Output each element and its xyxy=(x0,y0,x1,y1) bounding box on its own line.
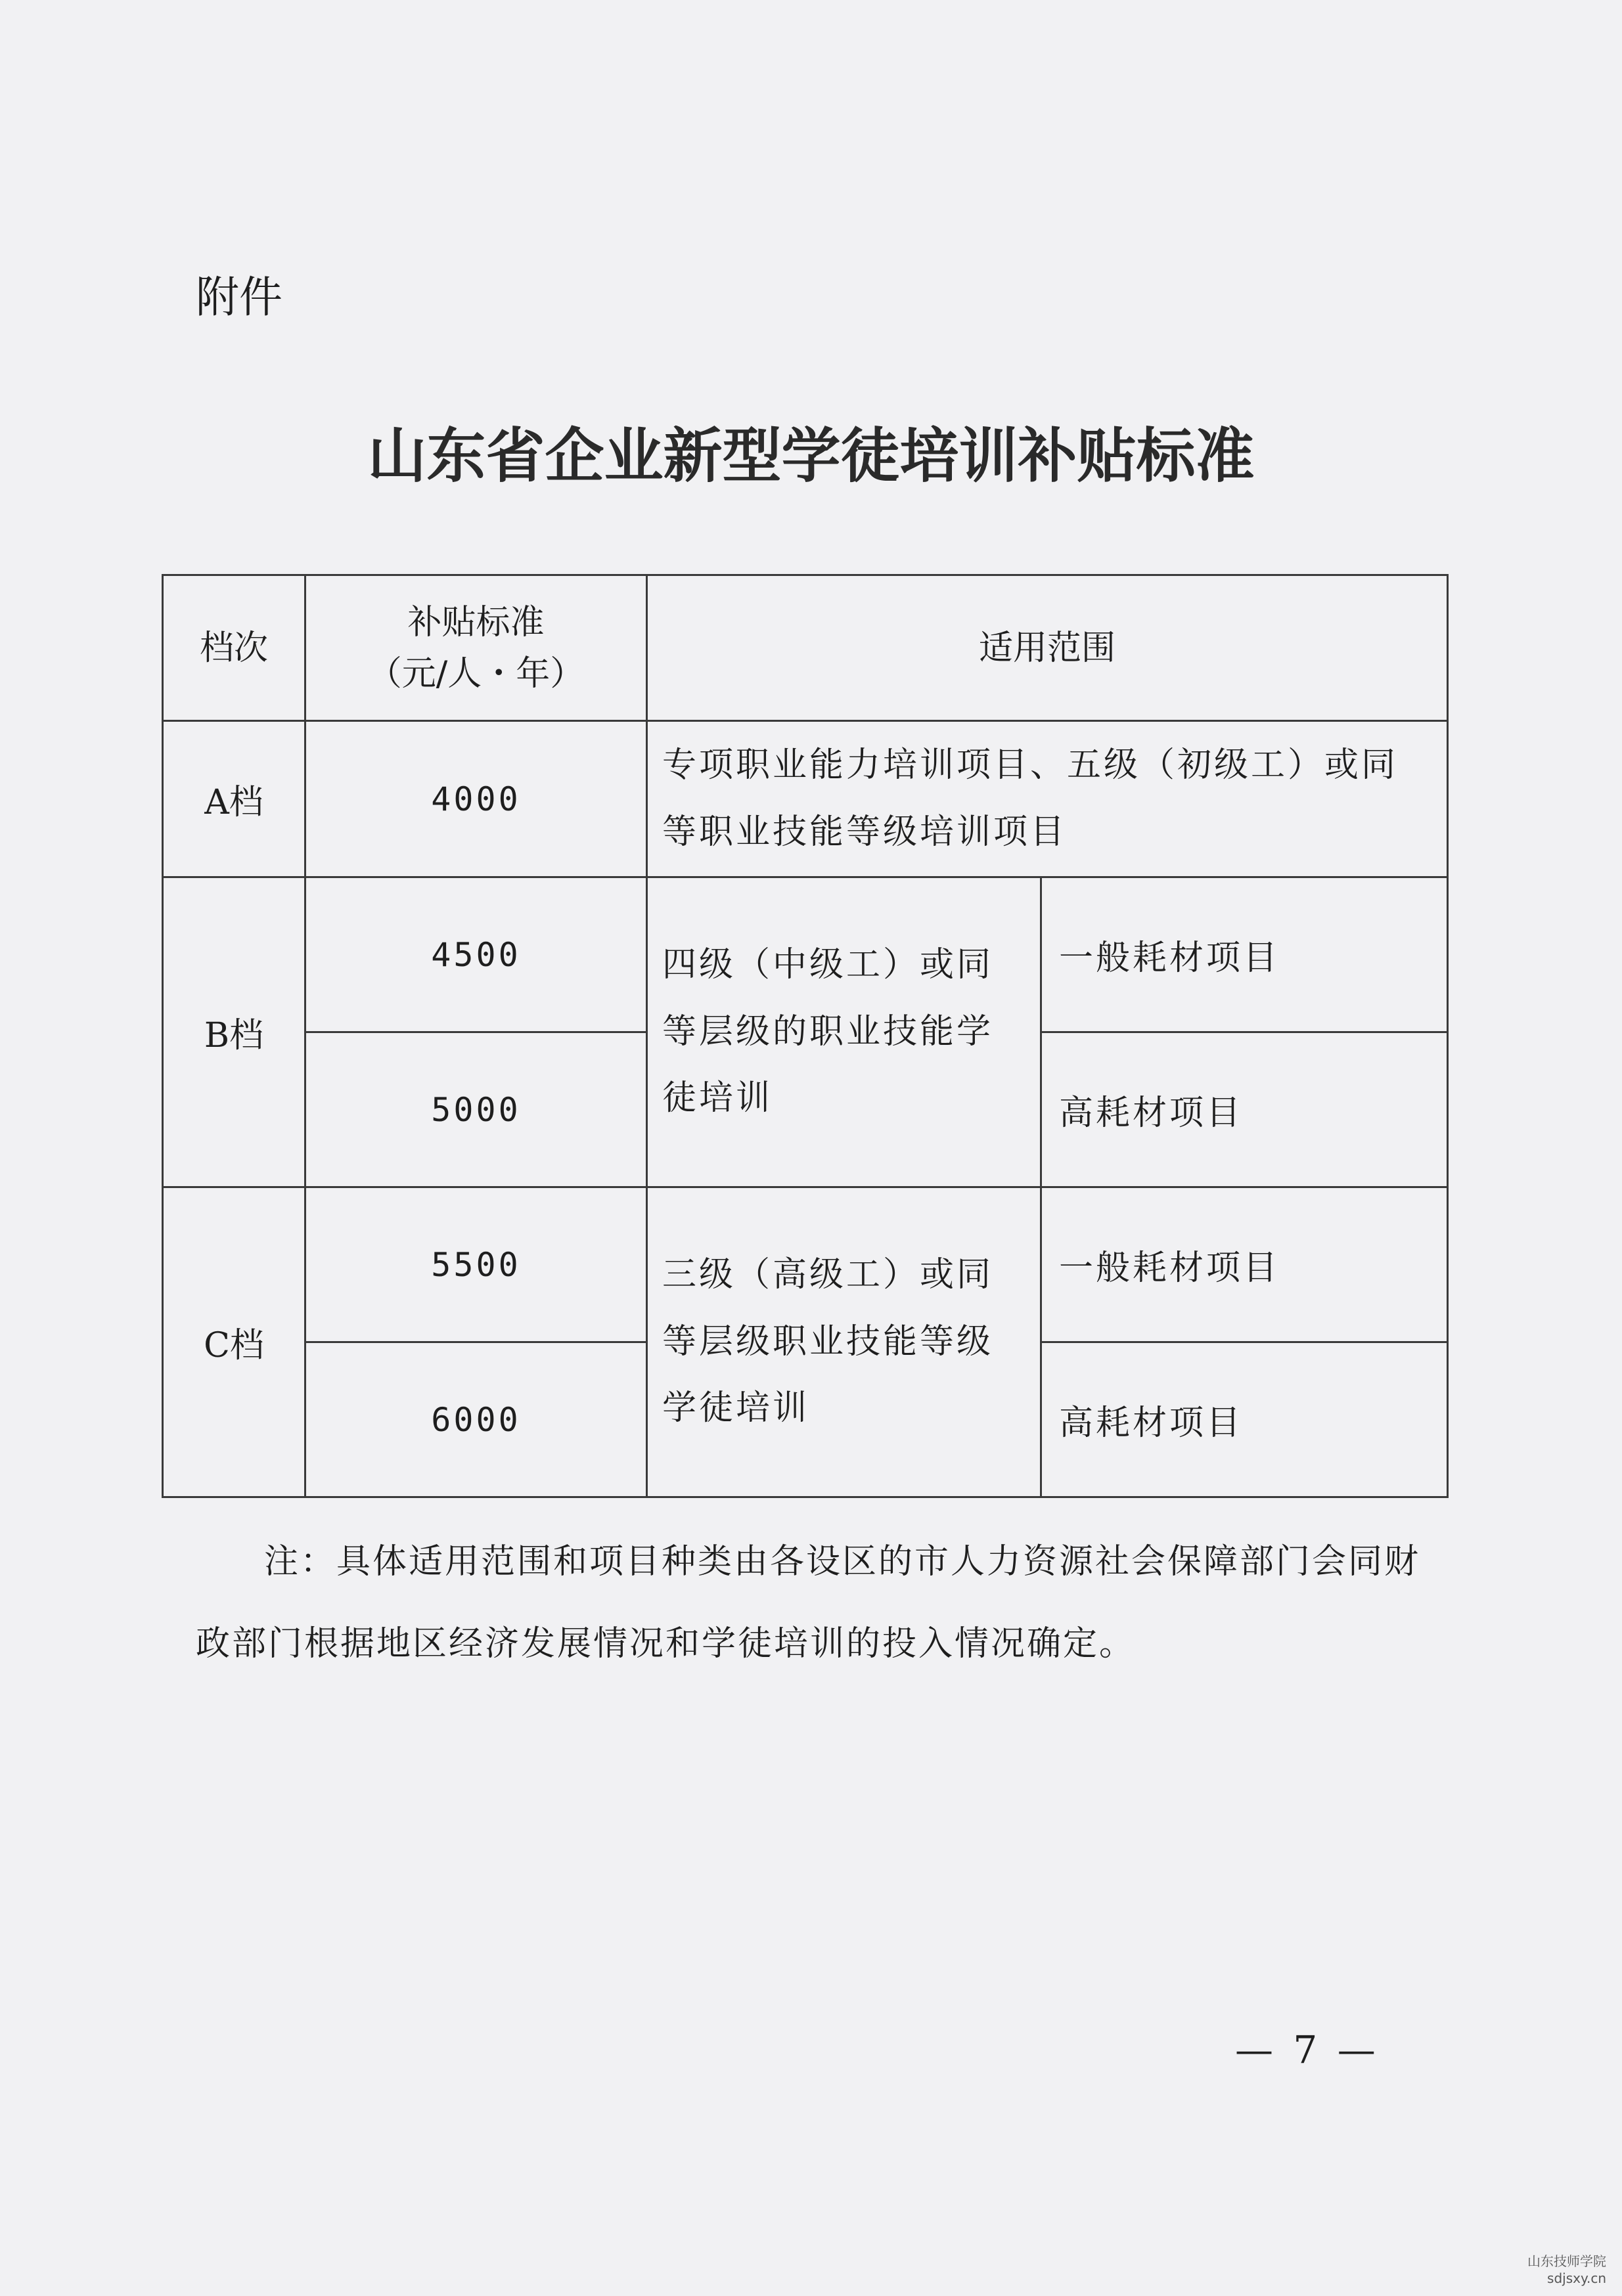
page-number: — 7 — xyxy=(1235,2027,1380,2072)
table-row-b1 xyxy=(163,877,1448,1032)
sub-c-general: 一般耗材项目 xyxy=(1041,1187,1448,1342)
table-row-c1 xyxy=(163,1187,1448,1342)
tier-a: A档 xyxy=(163,721,305,877)
scope-b: 四级（中级工）或同等层级的职业技能学徒培训 xyxy=(647,877,1041,1187)
scope-c: 三级（高级工）或同等层级职业技能等级学徒培训 xyxy=(647,1187,1041,1497)
scope-a: 专项职业能力培训项目、五级（初级工）或同等职业技能等级培训项目 xyxy=(647,721,1448,877)
amount-b-general: 4500 xyxy=(305,877,647,1032)
amount-c-general: 5500 xyxy=(305,1187,647,1342)
sub-b-general: 一般耗材项目 xyxy=(1041,877,1448,1032)
header-standard-line1: 补贴标准 xyxy=(407,602,545,642)
watermark-name: 山东技师学院 xyxy=(1527,2253,1606,2269)
header-tier: 档次 xyxy=(163,575,305,721)
header-standard-line2: （元/人・年） xyxy=(367,653,585,694)
header-scope: 适用范围 xyxy=(647,575,1448,721)
document-title: 山东省企业新型学徒培训补贴标准 xyxy=(367,422,1255,491)
amount-a: 4000 xyxy=(305,721,647,877)
site-watermark xyxy=(1527,2253,1606,2287)
table-header-row xyxy=(163,575,1448,721)
table-row-a xyxy=(163,721,1448,877)
table-note: 注：具体适用范围和项目种类由各设区的市人力资源社会保障部门会同财政部门根据地区经济发展情况和学徒培训的投入情况确定。 xyxy=(196,1542,1421,1664)
tier-c: C档 xyxy=(163,1187,305,1497)
watermark-url: sdjsxy.cn xyxy=(1547,2270,1606,2286)
amount-b-high: 5000 xyxy=(305,1032,647,1187)
sub-c-high: 高耗材项目 xyxy=(1041,1342,1448,1497)
attachment-label: 附件 xyxy=(196,272,282,322)
tier-b: B档 xyxy=(163,877,305,1187)
subsidy-standard-table xyxy=(162,574,1449,1498)
amount-c-high: 6000 xyxy=(305,1342,647,1497)
sub-b-high: 高耗材项目 xyxy=(1041,1032,1448,1187)
header-standard xyxy=(305,575,647,721)
